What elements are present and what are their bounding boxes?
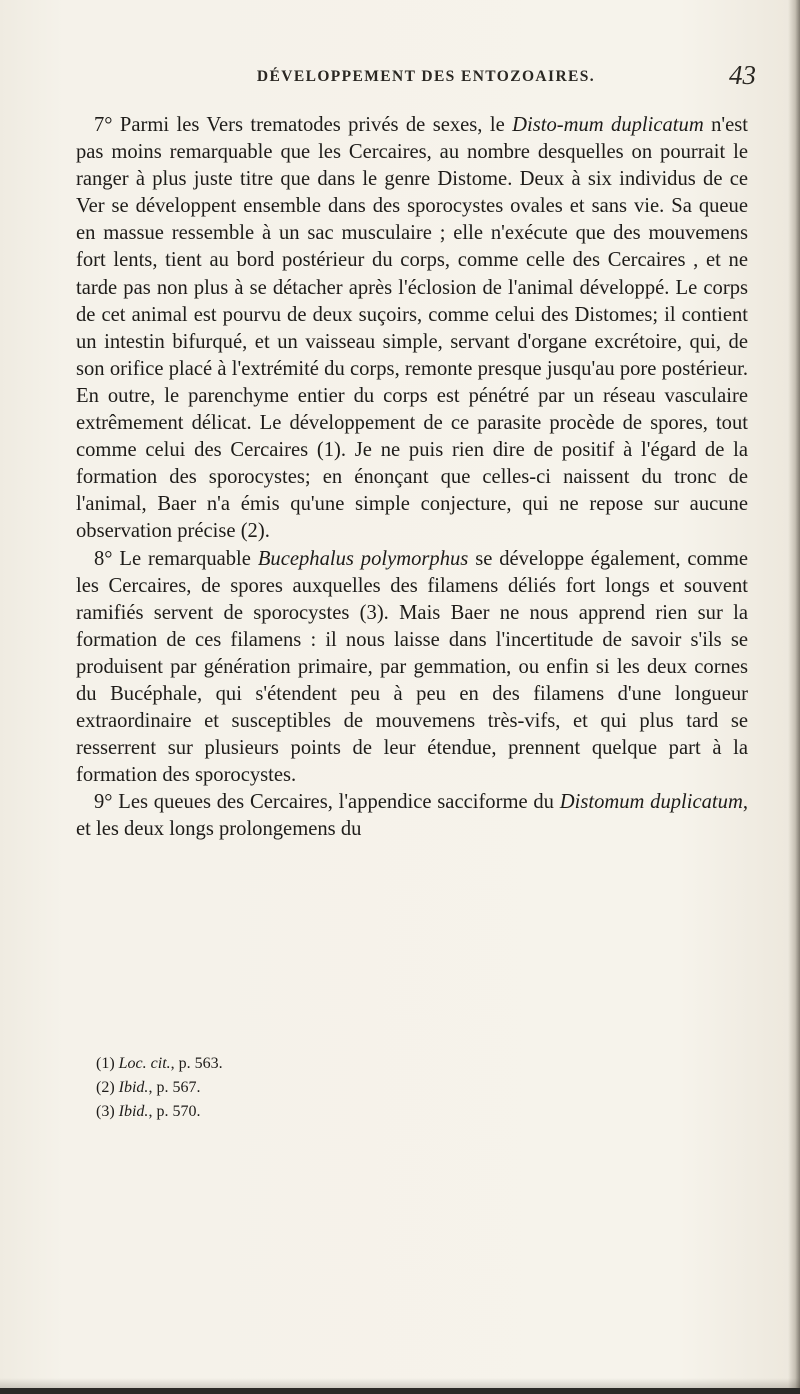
species-name: Disto-mum duplicatum bbox=[512, 114, 704, 136]
paragraph-text: 7° Parmi les Vers trematodes privés de sexes, le bbox=[94, 114, 513, 136]
footnotes bbox=[96, 1052, 496, 1124]
paragraph-text: 9° Les queues des Cercaires, l'appendice sacciforme du bbox=[94, 791, 560, 814]
paragraph-8 bbox=[76, 546, 748, 790]
page-header bbox=[96, 60, 756, 96]
paragraph-text: n'est pas moins remarquable que les Cercaires, au nombre desquelles on pourrait le ranger à plus juste titre que dans le genre Distome. Deux à six individus de ce Ver se développent ensemble dans des sporocystes ovales et sans vie. Sa queue en massue ressemble à un sac musculaire ; elle n'exécute que des mouvemens fort lents, tient au bord postérieur du corps, comme celle des Cercaires , et ne tarde pas non plus à se détacher après l'éclosion de l'animal développé. Le corps de cet animal est pourvu de deux suçoirs, comme celui des Distomes; il contient un intestin bifurqué, et un vaisseau simple, servant d'organe excrétoire, qui, de son orifice placé à l'extrémité du corps, remonte presque jusqu'au pore postérieur. En outre, le parenchyme entier du corps est pénétré par un réseau vasculaire extrêmement délicat. Le développement de ce parasite procède de spores, tout comme celui des Cercaires (1). Je ne puis rien dire de positif à l'égard de la formation des sporocystes; en énonçant que celles-ci naissent du tronc de l'animal, Baer n'a émis qu'une simple conjecture, qui ne repose sur aucune observation précise (2). bbox=[76, 114, 748, 543]
running-head: DÉVELOPPEMENT DES ENTOZOAIRES. bbox=[256, 68, 596, 85]
footnote-3: (3) Ibid., p. 570. bbox=[96, 1103, 201, 1120]
species-name: Bucephalus polymorphus bbox=[257, 547, 469, 570]
body-text bbox=[76, 112, 748, 844]
paragraph-text: 8° Le remarquable bbox=[94, 547, 258, 570]
footnote-2: (2) Ibid., p. 567. bbox=[96, 1079, 201, 1096]
paragraph-text: , et les deux longs prolongemens du bbox=[76, 791, 748, 841]
paragraph-7 bbox=[76, 112, 748, 546]
bottom-edge bbox=[0, 1388, 800, 1394]
paragraph-9 bbox=[76, 789, 748, 843]
bottom-shadow bbox=[0, 1378, 800, 1388]
paragraph-text: se développe également, comme les Cercaires, de spores auxquelles des filamens déliés fort longs et souvent ramifiés servent de sporocystes (3). Mais Baer ne nous apprend rien sur la formation de ces filamens : il nous laisse dans l'incertitude de savoir s'ils se produisent par génération primaire, par gemmation, ou enfin si les deux cornes du Bucéphale, qui s'étendent peu à peu en des filamens d'une longueur extraordinaire et susceptibles de mouvemens très-vifs, et qui plus tard se resserrent sur plusieurs points de leur étendue, prennent quelque part à la formation des sporocystes. bbox=[76, 547, 749, 787]
page-number: 43 bbox=[729, 60, 756, 90]
page-edge-shadow bbox=[788, 0, 800, 1394]
footnote-1: (1) Loc. cit., p. 563. bbox=[96, 1055, 223, 1072]
species-name: Distomum duplicatum bbox=[559, 791, 743, 814]
